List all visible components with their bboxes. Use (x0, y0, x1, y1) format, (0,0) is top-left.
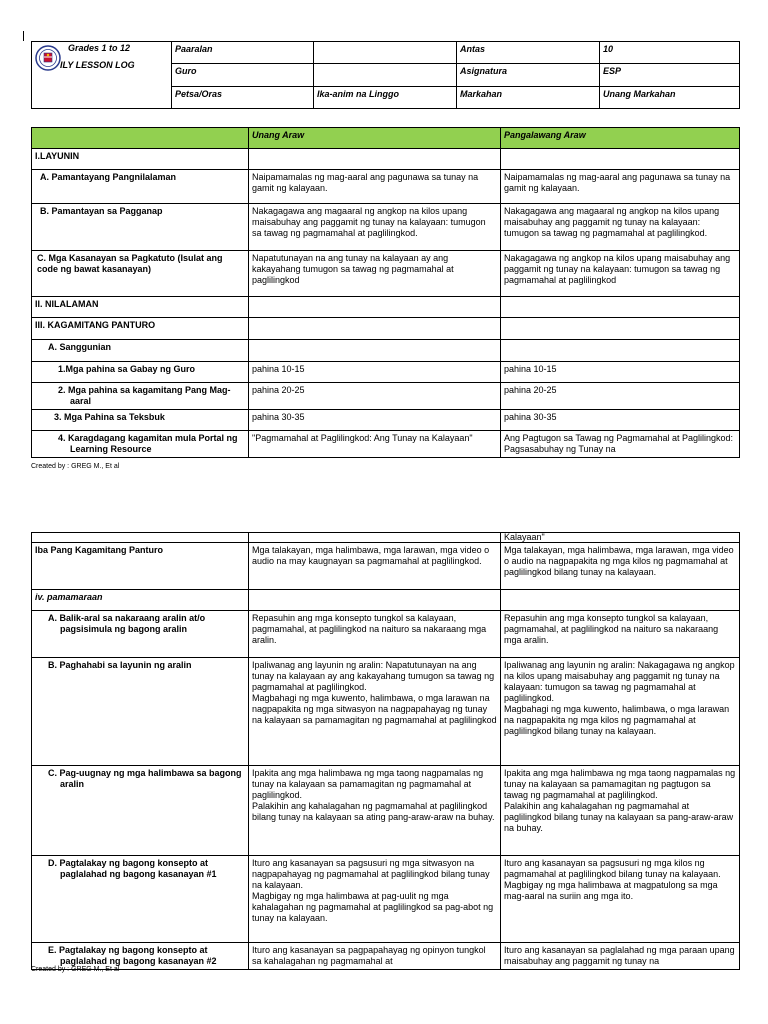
row-label-text: E. Pagtalakay ng bagong konsepto at paglalahad ng bagong kasanayan #2 (48, 945, 217, 966)
table-row (32, 297, 740, 318)
day2-cell (501, 297, 740, 318)
lesson-plan-table-page1 (31, 127, 740, 458)
day1-cell: Nakagagawa ang magaaral ng angkop na kilos upang maisabuhay ang paggamit ng tunay na kalayaan: tumugon sa tawag ng pagmamahal at paglilingkod. (249, 204, 501, 251)
table-row (32, 251, 740, 297)
table-row (32, 543, 740, 590)
table-row (32, 340, 740, 362)
week-value: Ika-anim na Linggo (314, 86, 457, 108)
table-row (32, 204, 740, 251)
day1-cell: Ituro ang kasanayan sa pagpapahayag ng opinyon tungkol sa kahalagahan ng pagmamahal at (249, 943, 501, 970)
school-value (314, 42, 457, 64)
row-label-text: C. Pag-uugnay ng mga halimbawa sa bagong aralin (48, 768, 242, 789)
table-row (32, 362, 740, 383)
label-column-header (32, 128, 249, 149)
day1-cell: Ipakita ang mga halimbawa ng mga taong nagpamalas ng tunay na kalayaan sa pamamagitan ng pagmamahal at paglilingkod. Palakihin ang kahalagahan ng pagmamahal at paglilingkod bilang tunay na kalayaan sa ating pang-araw-araw na buhay. (249, 766, 501, 856)
row-label-text: A. Balik-aral sa nakaraang aralin at/o pagsisimula ng bagong aralin (48, 613, 206, 634)
lesson-log-header-table (31, 41, 740, 109)
day1-cell: pahina 30-35 (249, 410, 501, 431)
date-time-label: Petsa/Oras (172, 86, 314, 108)
day2-cell: Repasuhin ang mga konsepto tungkol sa kalayaan, pagmamahal, at paglilingkod na naituro sa nakaraang mga aralin. (501, 611, 740, 658)
day1-cell: Mga talakayan, mga halimbawa, mga larawan, mga video o audio na may kaugnayan sa pagmamahal at paglilingkod. (249, 543, 501, 590)
table-row (32, 766, 740, 856)
row-label: B. Paghahabi sa layunin ng aralin (32, 658, 249, 766)
grade-level-value: 10 (600, 42, 740, 64)
carry-label-cell (32, 533, 249, 543)
table-row (32, 431, 740, 458)
row-label: C. Mga Kasanayan sa Pagkatuto (Isulat ang code ng bawat kasanayan) (32, 251, 249, 297)
row-label-text: 2. Mga pahina sa kagamitang Pang Mag-aaral (58, 385, 231, 406)
day1-cell: Repasuhin ang mga konsepto tungkol sa kalayaan, pagmamahal, at paglilingkod na naituro sa nakaraang mga aralin. (249, 611, 501, 658)
table-row (32, 611, 740, 658)
day1-cell: Ipaliwanag ang layunin ng aralin: Napatutunayan na ang tunay na kalayaan ay ang kakayahang tumugon sa tawag ng pagmamahal at paglilingkod. Magbahagi ng mga kuwento, halimbawa, o mga larawan na nagpapakita ng mga sitwasyon na nagpapahayag ng tunay na kalayaan sa pamamagitan ng pagmamahal at paglilingkod (249, 658, 501, 766)
day1-cell: pahina 10-15 (249, 362, 501, 383)
row-label: I.LAYUNIN (32, 149, 249, 170)
day1-column-header: Unang Araw (249, 128, 501, 149)
page2-footer: Created by : GREG M., Et al (31, 966, 120, 973)
subject-label: Asignatura (457, 64, 600, 86)
row-label (32, 431, 249, 458)
day2-cell: Naipamamalas ng mag-aaral ang pagunawa sa tunay na gamit ng kalayaan. (501, 170, 740, 204)
table-row (32, 170, 740, 204)
grade-level-label: Antas (457, 42, 600, 64)
teacher-label: Guro (172, 64, 314, 86)
row-label (32, 856, 249, 943)
day2-cell: Nakagagawa ang magaaral ng angkop na kilos upang maisabuhay ang paggamit ng tunay na kalayaan: tumugon sa tawag ng pagmamahal at paglilingkod. (501, 204, 740, 251)
day2-cell: Ang Pagtugon sa Tawag ng Pagmamahal at Paglilingkod: Pagsasabuhay ng Tunay na (501, 431, 740, 458)
row-label-text: D. Pagtalakay ng bagong konsepto at paglalahad ng bagong kasanayan #1 (48, 858, 217, 879)
day2-cell (501, 149, 740, 170)
quarter-label: Markahan (457, 86, 600, 108)
day2-cell: Ipakita ang mga halimbawa ng mga taong nagpamalas ng tunay na kalayaan sa pamamagitan ng pagtugon sa tawag ng pagmamahal at paglilingkod. Palakihin ang kahalagahan ng pagmamahal at paglilingkod bilang tunay na kalayaan sa pang-araw-araw na buhay. (501, 766, 740, 856)
table-row (32, 318, 740, 340)
row-label: III. KAGAMITANG PANTURO (32, 318, 249, 340)
day2-cell: pahina 10-15 (501, 362, 740, 383)
table-row (32, 410, 740, 431)
page1-footer: Created by : GREG M., Et al (31, 463, 120, 470)
day2-cell (501, 318, 740, 340)
deped-logo-cell (32, 42, 172, 109)
day1-cell: pahina 20-25 (249, 383, 501, 410)
day1-cell (249, 340, 501, 362)
day1-cell: Naipamamalas ng mag-aaral ang pagunawa sa tunay na gamit ng kalayaan. (249, 170, 501, 204)
day2-cell: Mga talakayan, mga halimbawa, mga larawan, mga video o audio na nagpapakita ng mga kilos ng pagmamahal at paglilingkod bilang tunay na kalayaan. (501, 543, 740, 590)
day2-column-header: Pangalawang Araw (501, 128, 740, 149)
row-label: Iba Pang Kagamitang Panturo (32, 543, 249, 590)
day2-cell: Ituro ang kasanayan sa paglalahad ng mga paraan upang maisabuhay ang paggamit ng tunay na (501, 943, 740, 970)
day1-cell: Ituro ang kasanayan sa pagsusuri ng mga sitwasyon na nagpapahayag ng pagmamahal at paglilingkod bilang tunay na kalayaan. Magbigay ng mga halimbawa at pag-uulit ng mga kahalagahan ng pagmamahal at paglilingkod sa pag-abot ng tunay na kalayaan. (249, 856, 501, 943)
row-label: A. Pamantayang Pangnilalaman (32, 170, 249, 204)
table-row (32, 533, 740, 543)
row-label: A. Sanggunian (32, 340, 249, 362)
text-cursor (23, 31, 24, 41)
table-row (32, 383, 740, 410)
table-row (32, 943, 740, 970)
row-label (32, 383, 249, 410)
day2-cell: Ipaliwanag ang layunin ng aralin: Nakagagawa ng angkop na kilos upang maisabuhay ang paggamit ng tunay na kalayaan: tumugon sa tawag ng pagmamahal at paglilingkod. Magbahagi ng mga kuwento, halimbawa, o mga larawan na nagpapakita ng mga kilos ng pagmamahal at paglilingkod bilang tunay na kalayaan. (501, 658, 740, 766)
table-row (32, 590, 740, 611)
day1-cell: Napatutunayan na ang tunay na kalayaan ay ang kakayahang tumugon sa tawag ng pagmamahal at paglilingkod (249, 251, 501, 297)
row-label (32, 611, 249, 658)
day2-cell: Ituro ang kasanayan sa pagsusuri ng mga kilos ng pagmamahal at paglilingkod bilang tunay na kalayaan. Magbigay ng mga halimbawa at magpatulong sa mga mag-aaral na suriin ang mga ito. (501, 856, 740, 943)
day2-cell: Nakagagawa ng angkop na kilos upang maisabuhay ang paggamit ng tunay na kalayaan: tumugon sa tawag ng pagmamahal at paglilingkod (501, 251, 740, 297)
grades-label: Grades 1 to 12 (68, 43, 131, 53)
day1-cell (249, 297, 501, 318)
day2-cell (501, 590, 740, 611)
day2-cell: pahina 30-35 (501, 410, 740, 431)
row-label (32, 766, 249, 856)
row-label: II. NILALAMAN (32, 297, 249, 318)
row-label-text: 4. Karagdagang kagamitan mula Portal ng Learning Resource (58, 433, 238, 454)
subject-value: ESP (600, 64, 740, 86)
quarter-value: Unang Markahan (600, 86, 740, 108)
teacher-value (314, 64, 457, 86)
table-row (32, 856, 740, 943)
day2-cell (501, 340, 740, 362)
table-row (32, 658, 740, 766)
day1-cell (249, 149, 501, 170)
lesson-plan-table-page2 (31, 532, 740, 970)
row-label: 1.Mga pahina sa Gabay ng Guro (32, 362, 249, 383)
row-label: 3. Mga Pahina sa Teksbuk (32, 410, 249, 431)
carry-day1-cell (249, 533, 501, 543)
deped-seal-icon (35, 45, 61, 71)
daily-lesson-log-title: ILY LESSON LOG (60, 60, 135, 70)
day1-cell (249, 590, 501, 611)
day1-cell: "Pagmamahal at Paglilingkod: Ang Tunay na Kalayaan" (249, 431, 501, 458)
row-label: iv. pamamaraan (32, 590, 249, 611)
school-label: Paaralan (172, 42, 314, 64)
carry-day2-cell: Kalayaan" (501, 533, 740, 543)
day2-cell: pahina 20-25 (501, 383, 740, 410)
row-label: B. Pamantayan sa Pagganap (32, 204, 249, 251)
day1-cell (249, 318, 501, 340)
table-row (32, 149, 740, 170)
